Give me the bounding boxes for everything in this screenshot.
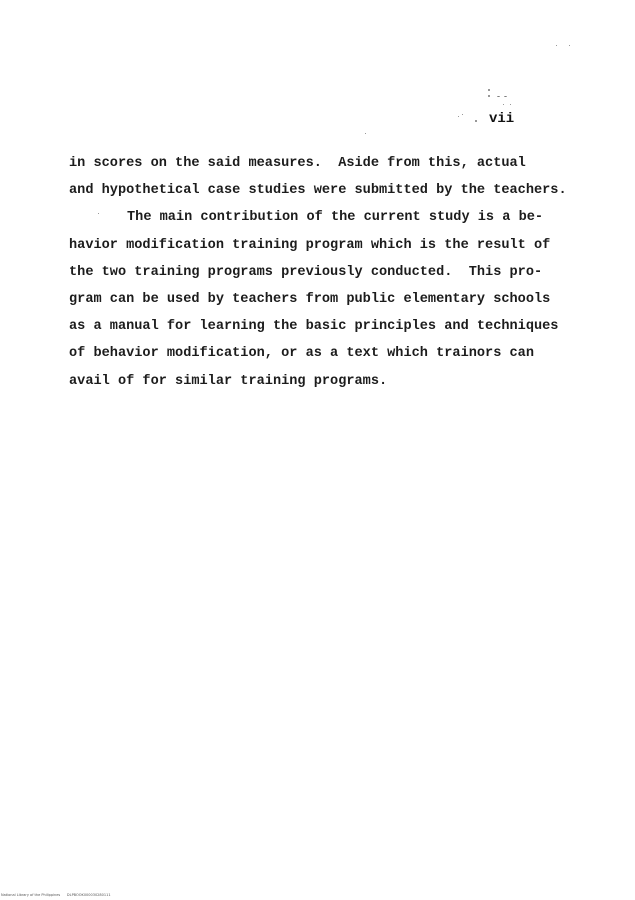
scan-speck [504,96,507,97]
page-number: vii [489,111,515,127]
scan-speck [365,133,366,134]
scan-speck [462,114,463,115]
scan-footer: National Library of the Philippines DLPBOOK000030280111 [1,893,111,897]
scan-speck [503,104,504,105]
text-line: The main contribution of the current study is a be- [127,210,544,226]
text-line: havior modification training program which is the result of [69,237,551,253]
text-line: gram can be used by teachers from public elementary schools [69,291,551,307]
scan-speck [488,95,490,97]
text-line: as a manual for learning the basic principles and techniques [69,319,559,335]
scan-speck [475,120,477,122]
text-line: the two training programs previously conducted. This pro- [69,264,543,280]
body-paragraph [69,150,609,395]
text-line: and hypothetical case studies were submitted by the teachers. [69,183,567,199]
scan-speck [556,45,557,46]
scan-speck [488,89,490,91]
scan-speck [569,45,570,46]
text-line: avail of for similar training programs. [69,373,388,389]
scan-speck [510,104,511,105]
text-line: of behavior modification, or as a text which trainors can [69,346,534,362]
scan-speck [458,116,459,117]
text-line: in scores on the said measures. Aside from this, actual [69,156,526,171]
scan-speck [497,96,500,97]
